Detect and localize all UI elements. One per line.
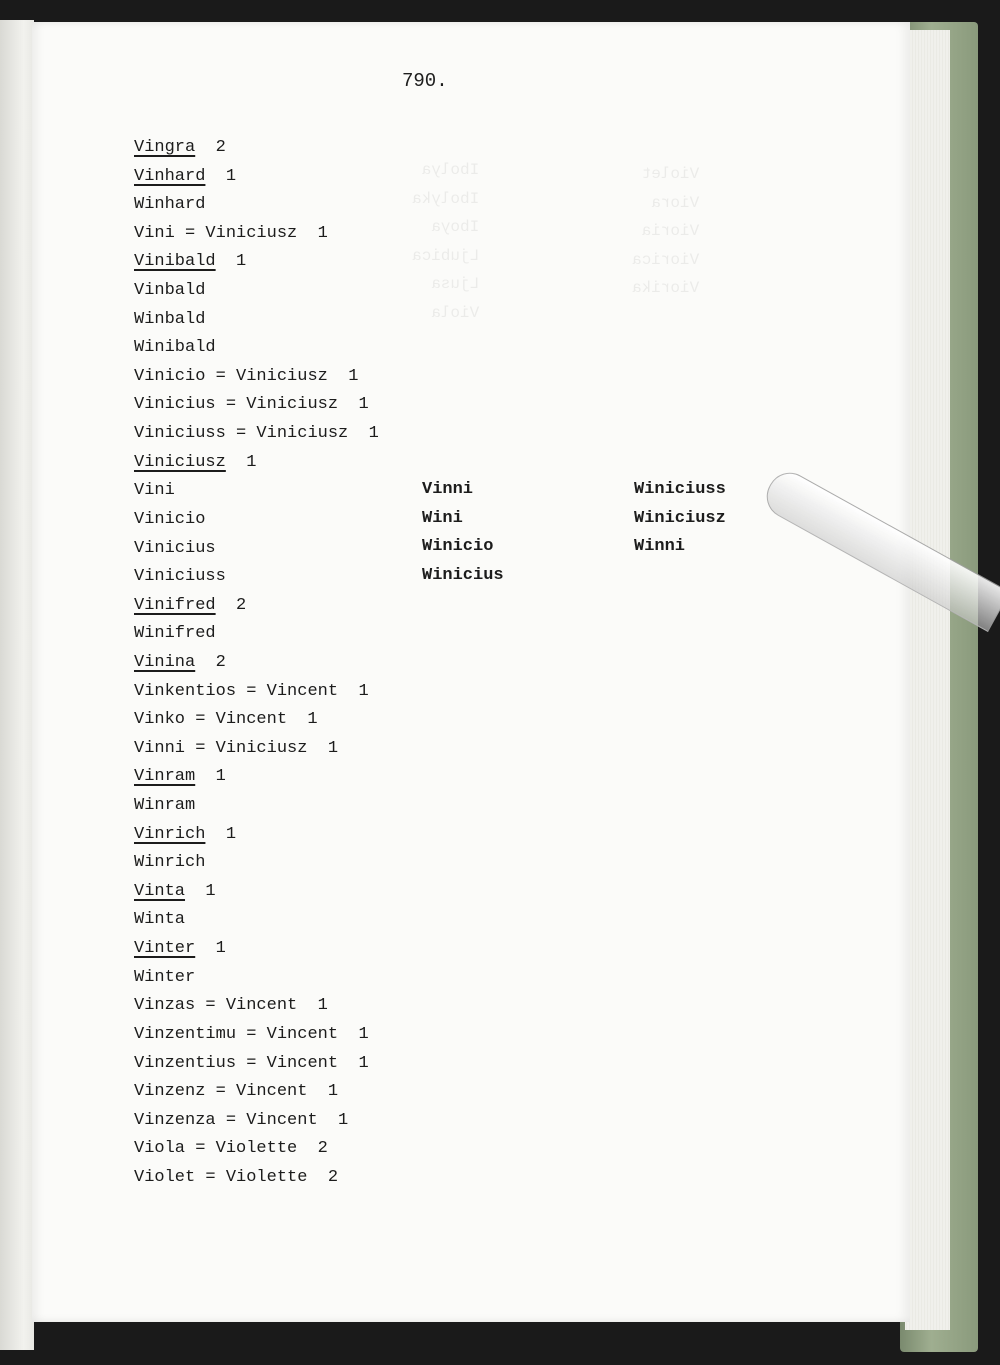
entry-name: Vinifred [134, 595, 216, 615]
show-through-text: Violet Viora Vioria Viorica Viorika [632, 165, 700, 298]
list-item [134, 1135, 379, 1164]
entry-detail: = Vincent 1 [236, 681, 369, 701]
list-item [134, 592, 379, 621]
entry-detail: 1 [215, 252, 247, 272]
entry-name: Vini [134, 223, 175, 243]
entry-name: Vinko [134, 710, 186, 730]
entry-name: Vinkentios [134, 681, 237, 701]
entry-name: Vinzenz [134, 1082, 206, 1102]
list-item [134, 1050, 379, 1079]
left-page-edge [0, 20, 34, 1350]
list-item [134, 935, 379, 964]
entry-name: Vinrich [134, 824, 206, 844]
entry-name: Vinzas [134, 996, 196, 1016]
list-item [134, 649, 379, 678]
entry-detail: = Viniciusz 1 [205, 366, 359, 386]
list-item [134, 134, 379, 163]
list-item [134, 763, 379, 792]
list-item [134, 334, 379, 363]
list-item [134, 849, 379, 878]
entry-name: Vinhard [134, 166, 206, 186]
entry-name: Winrich [134, 853, 206, 873]
list-item [134, 220, 379, 249]
entry-detail: 2 [215, 595, 247, 615]
list-item [134, 306, 379, 335]
variant-item: Wini [422, 508, 463, 528]
entry-name: Vinicio [134, 509, 206, 529]
entry-name: Vinzentius [134, 1053, 237, 1073]
list-item [134, 363, 379, 392]
list-item [134, 735, 379, 764]
entry-detail: = Vincent 1 [236, 1024, 369, 1044]
list-item [134, 563, 379, 592]
show-through-text: Ibolya Ibolyka Iboya Ljubica Ljusa Viola [412, 161, 480, 322]
entry-name: Vinicius [134, 538, 216, 558]
entry-detail: 1 [205, 824, 237, 844]
entry-name: Viniciuss [134, 424, 226, 444]
entry-name: Vinibald [134, 252, 216, 272]
entry-name: Vinter [134, 939, 196, 959]
entry-detail: = Violette 2 [195, 1167, 339, 1187]
variant-column-2 [422, 476, 504, 590]
list-item [134, 678, 379, 707]
entry-name: Vinta [134, 881, 186, 901]
entry-name: Vinni [134, 738, 186, 758]
page-number: 790. [402, 70, 448, 92]
list-item [134, 878, 379, 907]
list-item [134, 906, 379, 935]
variant-item: Vinni [422, 480, 474, 499]
entry-detail: = Vincent 1 [195, 996, 328, 1016]
entry-name: Winbald [134, 309, 206, 329]
list-item [134, 792, 379, 821]
entry-name: Winibald [134, 338, 216, 358]
list-item [134, 821, 379, 850]
entry-detail: = Viniciusz 1 [215, 395, 369, 415]
list-item [134, 1107, 379, 1136]
variant-item: Winiciusz [634, 508, 726, 528]
entry-name: Vinicio [134, 366, 206, 386]
variant-item: Winiciuss [634, 480, 726, 499]
entry-detail: = Violette 2 [185, 1139, 328, 1159]
variant-item: Winni [634, 537, 686, 557]
list-item [134, 1164, 379, 1193]
entry-name: Viola [134, 1139, 186, 1159]
entry-detail: 1 [225, 452, 257, 472]
entry-name: Winta [134, 910, 186, 930]
entry-detail: 2 [195, 652, 226, 672]
entry-name: Viniciusz [134, 452, 226, 472]
list-item [134, 477, 379, 506]
page-stack-edge [905, 30, 950, 1330]
entry-name: Vinina [134, 652, 196, 672]
list-item [134, 191, 379, 220]
list-item [134, 535, 379, 564]
entry-detail: = Vincent 1 [236, 1053, 369, 1073]
entry-name: Winram [134, 796, 196, 816]
entry-name: Vinicius [134, 395, 216, 415]
entry-detail: 1 [195, 767, 226, 787]
variant-item: Winicio [422, 537, 494, 557]
entry-name: Vinbald [134, 281, 206, 301]
list-item [134, 964, 379, 993]
name-entry-list [134, 134, 379, 1193]
list-item [134, 506, 379, 535]
entry-name: Winhard [134, 195, 206, 215]
entry-detail: = Vincent 1 [215, 1110, 349, 1130]
entry-detail: 2 [195, 138, 226, 157]
variant-column-3 [634, 476, 726, 562]
entry-name: Vinram [134, 767, 196, 787]
entry-name: Vingra [134, 138, 196, 157]
entry-detail: 1 [195, 939, 226, 959]
entry-name: Winter [134, 967, 196, 987]
list-item [134, 449, 379, 478]
entry-detail: = Viniciusz 1 [185, 738, 339, 758]
list-item [134, 1021, 379, 1050]
list-item [134, 248, 379, 277]
entry-name: Vini [134, 481, 175, 501]
entry-name: Winifred [134, 624, 216, 644]
entry-name: Violet [134, 1167, 196, 1187]
document-page [32, 22, 910, 1322]
entry-name: Viniciuss [134, 567, 226, 587]
entry-detail: 1 [185, 881, 216, 901]
entry-detail: = Vincent 1 [205, 1082, 339, 1102]
variant-item: Winicius [422, 565, 504, 585]
entry-detail: = Viniciusz 1 [225, 424, 379, 444]
entry-name: Vinzenza [134, 1110, 216, 1130]
list-item [134, 163, 379, 192]
entry-name: Vinzentimu [134, 1024, 237, 1044]
list-item [134, 706, 379, 735]
list-item [134, 420, 379, 449]
entry-detail: = Vincent 1 [185, 710, 318, 730]
entry-detail: 1 [205, 166, 237, 186]
entry-detail: = Viniciusz 1 [174, 223, 328, 243]
list-item [134, 992, 379, 1021]
list-item [134, 277, 379, 306]
list-item [134, 1078, 379, 1107]
list-item [134, 391, 379, 420]
list-item [134, 620, 379, 649]
